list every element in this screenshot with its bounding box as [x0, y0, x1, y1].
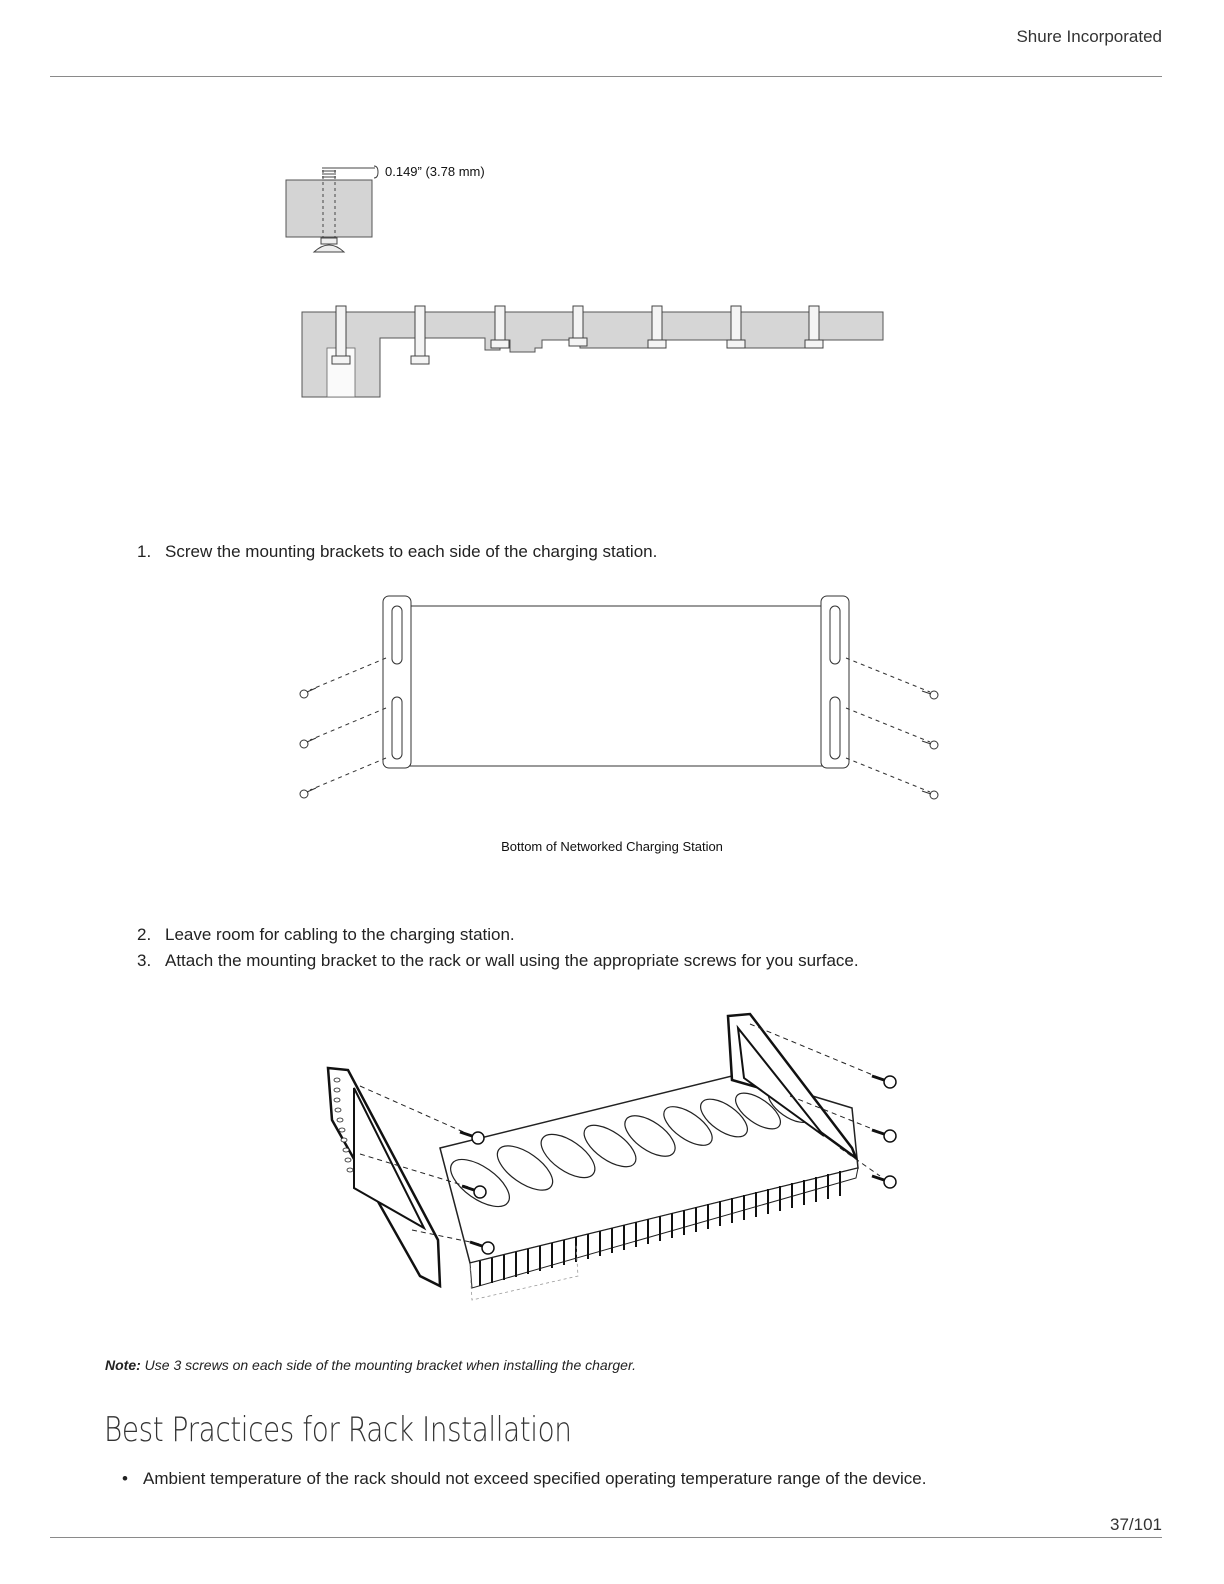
- installation-note: [105, 1357, 636, 1373]
- screw-depth-diagram: [280, 160, 900, 405]
- page-number: 37/101: [1110, 1515, 1162, 1534]
- screw-depth-dimension-label: 0.149” (3.78 mm): [385, 164, 485, 179]
- step-1: [137, 542, 657, 562]
- step-number: 2.: [137, 925, 152, 944]
- step-number: 1.: [137, 542, 152, 561]
- header-company-name: Shure Incorporated: [1016, 27, 1162, 46]
- footer-divider: [50, 1537, 1162, 1538]
- header-divider: [50, 76, 1162, 77]
- section-title: Best Practices for Rack Installation: [104, 1410, 572, 1450]
- step-text: Leave room for cabling to the charging station.: [165, 925, 515, 944]
- step-text: Attach the mounting bracket to the rack or wall using the appropriate screws for you surface.: [165, 951, 859, 970]
- bullet-text: Ambient temperature of the rack should not exceed specified operating temperature range of the device.: [143, 1469, 927, 1488]
- rack-mount-diagram: [320, 1008, 910, 1308]
- step-2: [137, 925, 515, 945]
- step-3: [137, 951, 859, 971]
- bracket-attachment-diagram: [290, 590, 950, 815]
- note-label: Note:: [105, 1357, 141, 1373]
- step-text: Screw the mounting brackets to each side of the charging station.: [165, 542, 658, 561]
- step-number: 3.: [137, 951, 152, 970]
- bullet-marker: •: [122, 1469, 128, 1488]
- bullet-item: [122, 1469, 926, 1489]
- note-text: Use 3 screws on each side of the mounting bracket when installing the charger.: [144, 1357, 636, 1373]
- figure-caption: Bottom of Networked Charging Station: [501, 839, 723, 854]
